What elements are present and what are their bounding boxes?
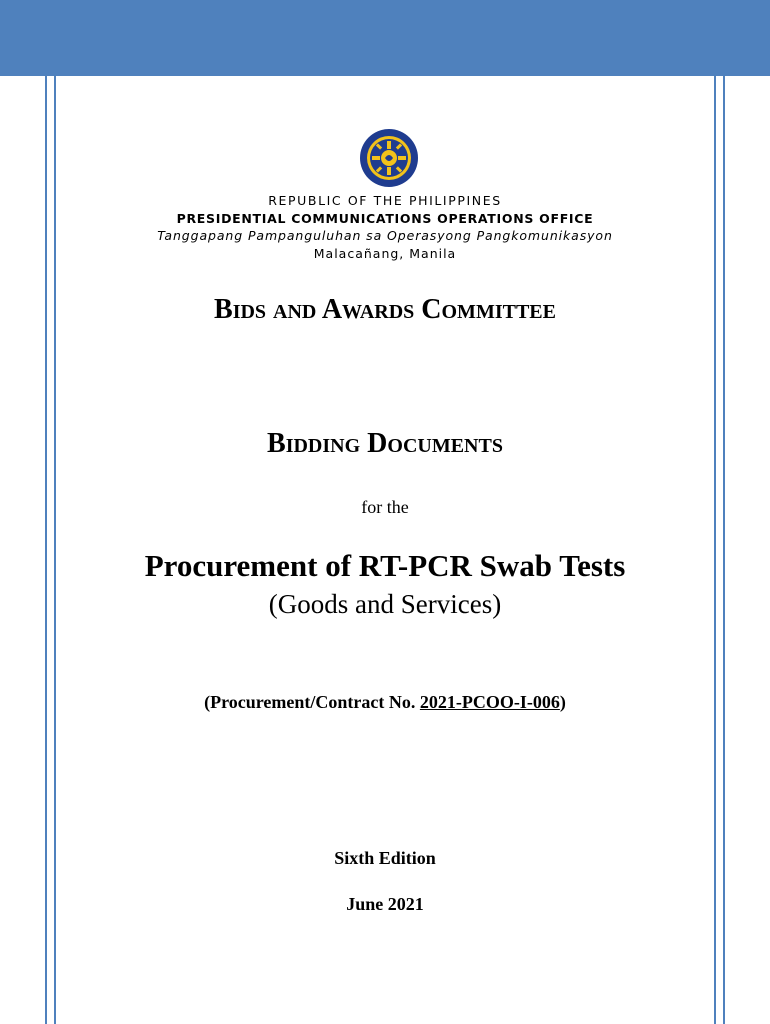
for-the-text: for the xyxy=(361,497,409,517)
document-type-heading: Bidding Documents xyxy=(267,428,503,459)
contract-number: 2021-PCOO-I-006 xyxy=(419,692,560,712)
contract-suffix: ) xyxy=(559,692,566,712)
office-location: Malacañang, Manila xyxy=(313,246,457,261)
edition-date: June 2021 xyxy=(346,894,424,914)
office-name-tagalog: Tanggapang Pampanguluhan sa Operasyong Pangkomunikasyon xyxy=(157,228,613,243)
office-name: PRESIDENTIAL COMMUNICATIONS OPERATIONS OFFICE xyxy=(176,211,594,226)
agency-header xyxy=(0,192,770,263)
committee-heading: Bids and Awards Committee xyxy=(214,294,556,325)
contract-number-line xyxy=(0,692,770,713)
edition-text: Sixth Edition xyxy=(334,848,436,868)
contract-prefix: (Procurement/Contract No. xyxy=(204,692,420,712)
pcoo-seal-icon xyxy=(354,128,424,188)
procurement-category: (Goods and Services) xyxy=(268,589,502,619)
republic-line: REPUBLIC OF THE PHILIPPINES xyxy=(268,193,502,208)
procurement-title: Procurement of RT-PCR Swab Tests xyxy=(144,548,626,583)
top-color-band xyxy=(0,0,770,76)
